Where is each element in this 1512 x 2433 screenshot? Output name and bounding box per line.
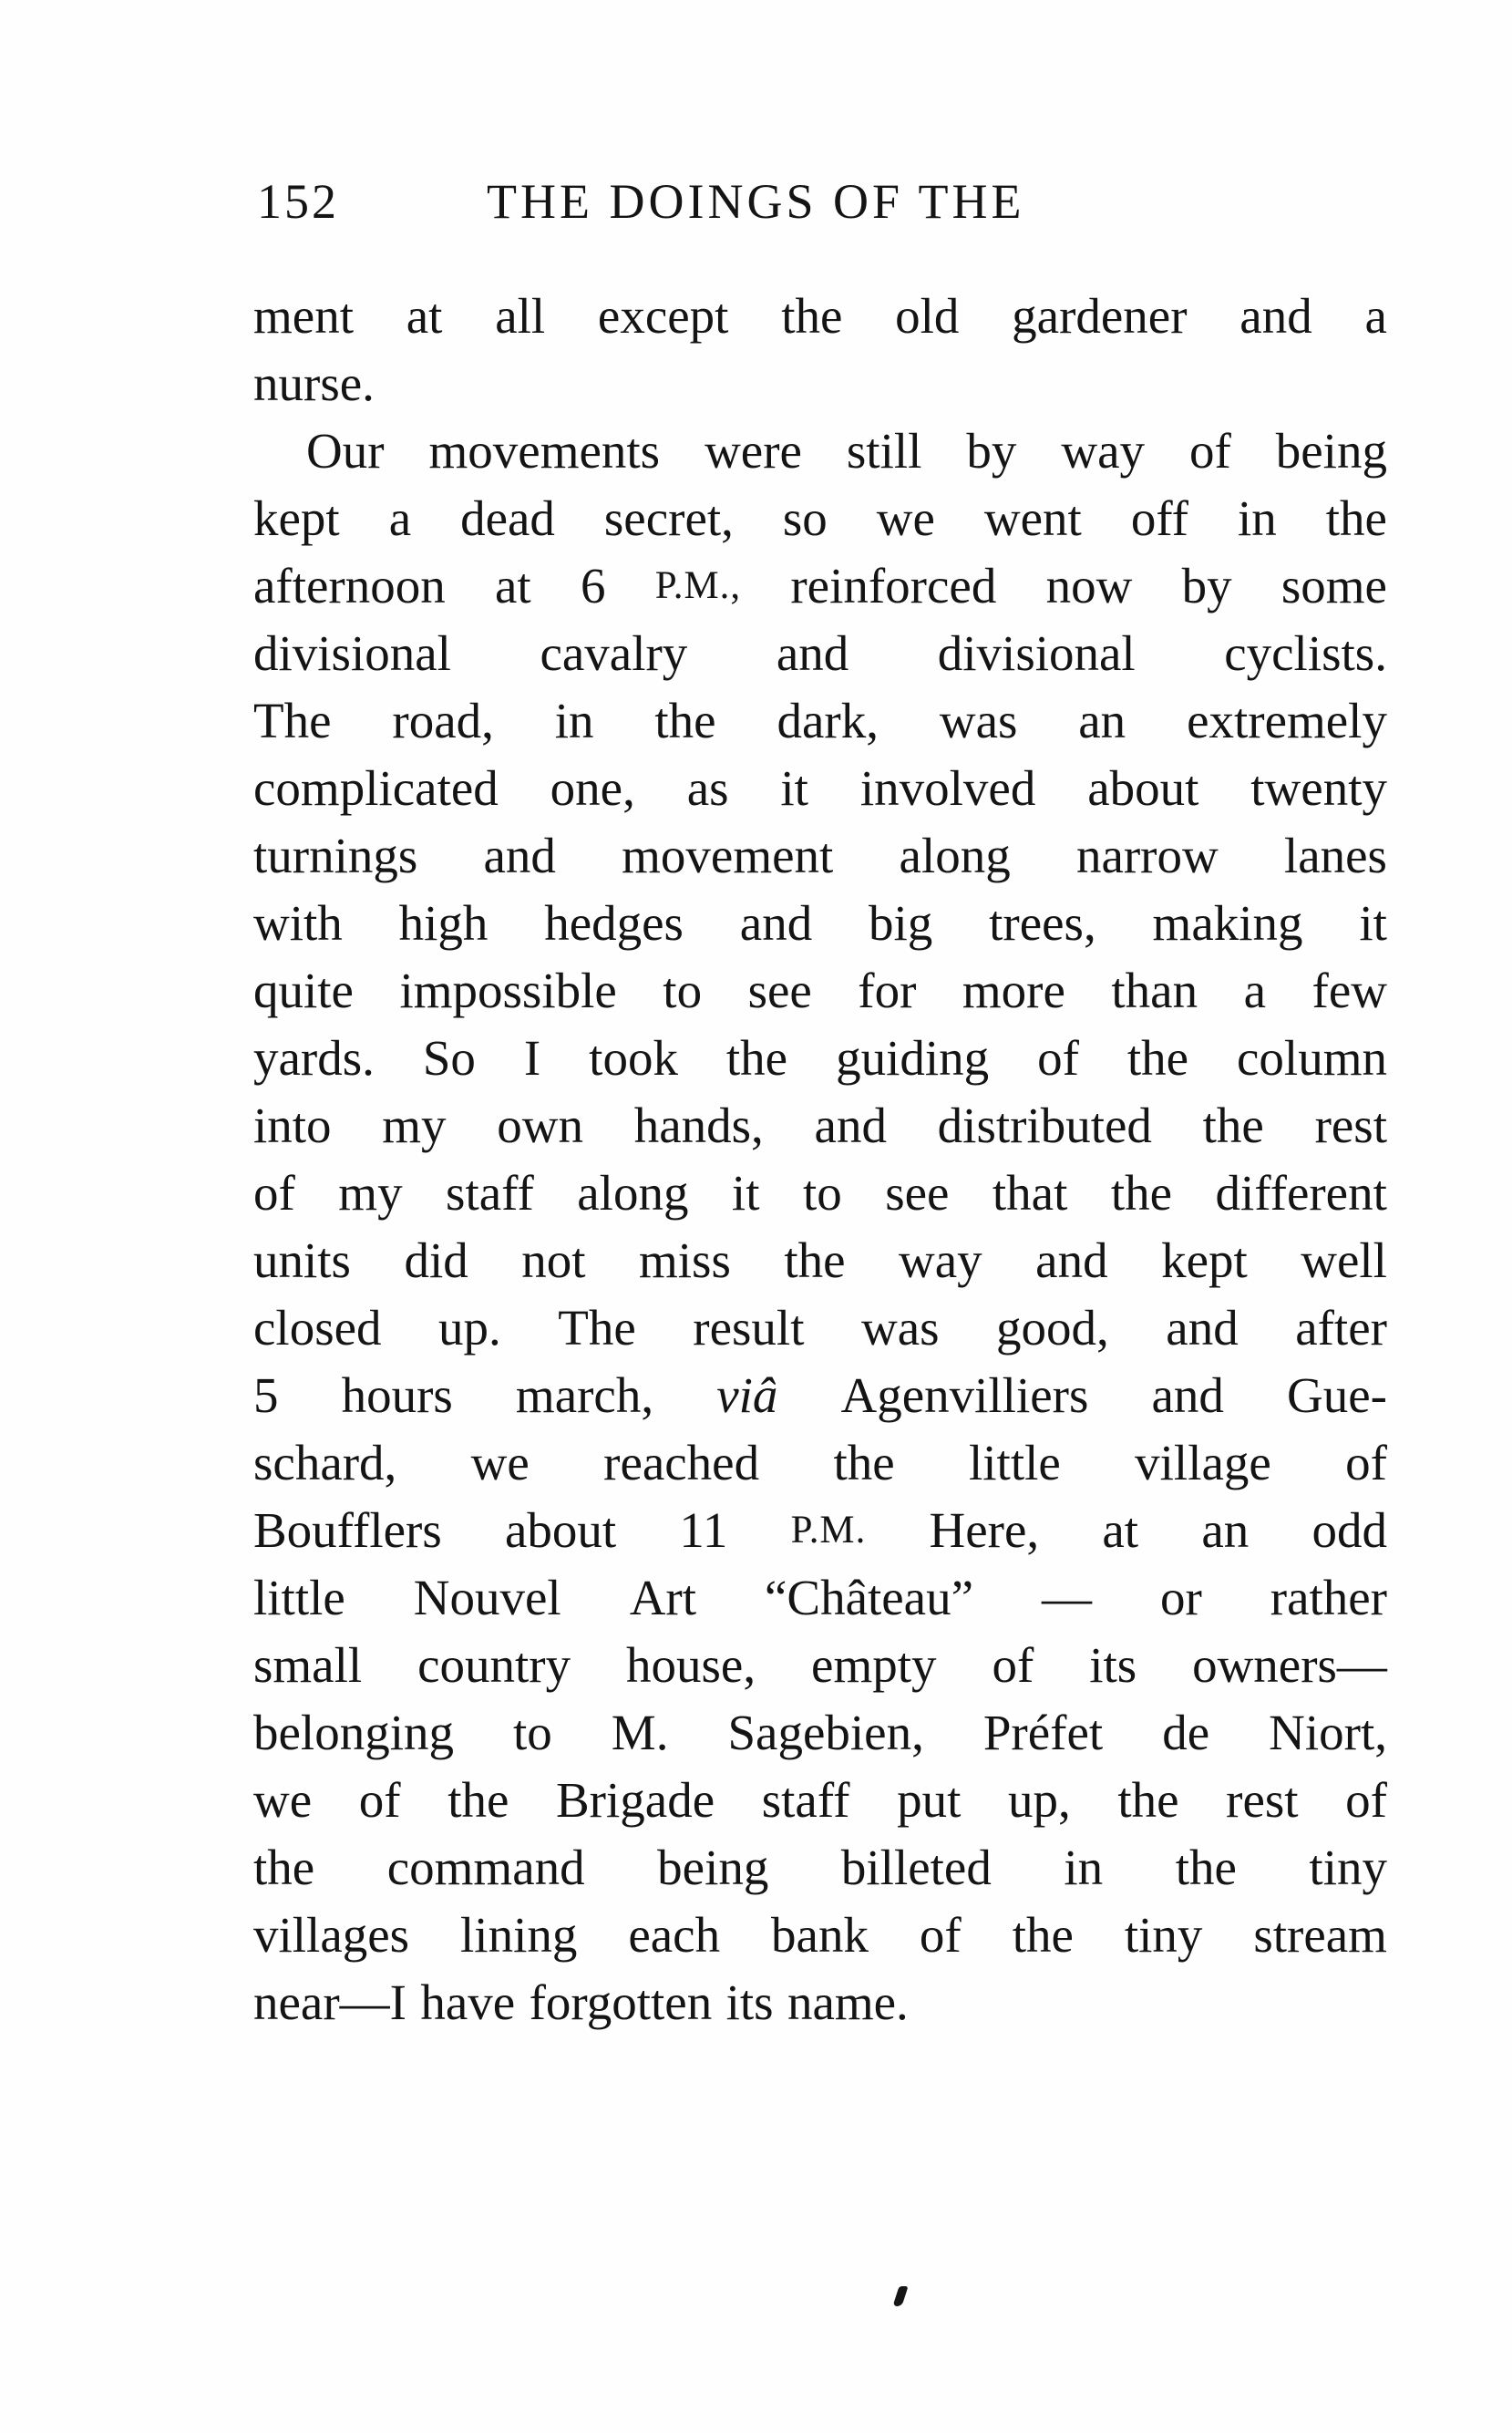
word: house,: [626, 1637, 756, 1693]
word: the: [781, 288, 843, 344]
word: for: [858, 963, 917, 1018]
word: some: [1281, 558, 1387, 613]
word: that: [992, 1165, 1068, 1221]
word: billeted: [840, 1840, 992, 1895]
word: and: [1151, 1367, 1224, 1423]
word: name.: [787, 1974, 909, 2030]
word: we: [470, 1435, 530, 1490]
word: of: [1188, 423, 1231, 479]
word: at: [495, 558, 531, 613]
word: high: [398, 895, 489, 951]
text-line: [253, 890, 1387, 957]
word: extremely: [1187, 693, 1387, 748]
word: off: [1130, 490, 1188, 546]
word: being: [657, 1840, 769, 1895]
word: schard,: [253, 1435, 397, 1490]
text-line: [253, 1969, 1387, 2036]
word: by: [966, 423, 1017, 479]
text-line: [253, 485, 1387, 552]
word: lanes: [1283, 828, 1387, 883]
word: the: [725, 1030, 788, 1086]
text-line: [253, 1429, 1387, 1497]
word: Gue-: [1286, 1367, 1387, 1423]
word: with: [253, 895, 343, 951]
word: M.: [611, 1705, 669, 1760]
word: in: [554, 693, 594, 748]
word: cavalry: [540, 625, 688, 681]
word: to: [513, 1705, 552, 1760]
word: all: [495, 288, 546, 344]
word: making: [1152, 895, 1303, 951]
word: village: [1135, 1435, 1271, 1490]
word: the: [784, 1232, 846, 1288]
word: divisional: [253, 625, 451, 681]
word: empty: [811, 1637, 937, 1693]
word: of: [253, 1165, 295, 1221]
word: Nouvel: [413, 1570, 561, 1625]
body-text: [253, 283, 1387, 2036]
word: rest: [1314, 1098, 1387, 1153]
word: at: [1102, 1502, 1139, 1558]
word: a: [1243, 963, 1267, 1018]
word: as: [686, 760, 729, 816]
page-header: [248, 173, 1396, 237]
word: 5: [253, 1367, 279, 1423]
text-line: [253, 1227, 1387, 1294]
word: closed: [253, 1300, 382, 1356]
word: the: [1202, 1098, 1264, 1153]
word: tiny: [1309, 1840, 1387, 1895]
word: divisional: [937, 625, 1136, 681]
word: command: [386, 1840, 585, 1895]
word: owners—: [1192, 1637, 1387, 1693]
word: the: [1126, 1030, 1189, 1086]
word: own: [497, 1098, 584, 1153]
word: impossible: [399, 963, 617, 1018]
word: of: [919, 1907, 962, 1963]
word: the: [833, 1435, 895, 1490]
word: a: [388, 490, 412, 546]
word: Art: [629, 1570, 697, 1625]
word: hedges: [544, 895, 684, 951]
word: Niort,: [1269, 1705, 1387, 1760]
word: hands,: [633, 1098, 764, 1153]
word: into: [253, 1098, 332, 1153]
word: stream: [1253, 1907, 1387, 1963]
text-line: [253, 283, 1387, 350]
word: yards.: [253, 1030, 375, 1086]
word: did: [404, 1232, 468, 1288]
word: dead: [460, 490, 555, 546]
word: an: [1201, 1502, 1250, 1558]
word: the: [1175, 1840, 1237, 1895]
word: took: [589, 1030, 678, 1086]
text-line: [253, 1632, 1387, 1699]
page-number: 152: [257, 174, 339, 229]
word: de: [1162, 1705, 1210, 1760]
word: forgotten: [529, 1974, 713, 2030]
text-line: [253, 957, 1387, 1025]
word: reached: [603, 1435, 760, 1490]
word: were: [705, 423, 802, 479]
word: Our: [306, 423, 385, 479]
text-line: [253, 1902, 1387, 1969]
word: trees,: [989, 895, 1096, 951]
word: afternoon: [253, 558, 446, 613]
word: of: [1037, 1030, 1079, 1086]
text-line: [253, 755, 1387, 822]
word: movement: [622, 828, 834, 883]
text-line: [253, 350, 1387, 418]
word: kept: [253, 490, 340, 546]
word: 11: [679, 1502, 728, 1558]
word: up.: [438, 1300, 501, 1356]
text-line: [253, 1160, 1387, 1227]
word: more: [962, 963, 1065, 1018]
word: different: [1215, 1165, 1387, 1221]
word: guiding: [836, 1030, 990, 1086]
word: twenty: [1250, 760, 1387, 816]
word: The: [558, 1300, 636, 1356]
running-head: THE DOINGS OF THE: [487, 174, 1025, 229]
word: Préfet: [982, 1705, 1104, 1760]
word: good,: [996, 1300, 1109, 1356]
word: movements: [428, 423, 661, 479]
word: Brigade: [556, 1772, 715, 1828]
text-line: [253, 1564, 1387, 1632]
text-line: [253, 1362, 1387, 1429]
word: result: [693, 1300, 805, 1356]
printer-mark: [892, 2286, 908, 2306]
word: way: [1061, 423, 1145, 479]
word: not: [521, 1232, 586, 1288]
word: and: [483, 828, 556, 883]
word: units: [253, 1232, 351, 1288]
word: an: [1078, 693, 1126, 748]
word: reinforced: [790, 558, 997, 613]
word: or: [1159, 1570, 1202, 1625]
word: its: [1089, 1637, 1137, 1693]
text-line: [253, 687, 1387, 755]
word: staff: [446, 1165, 534, 1221]
word: rather: [1270, 1570, 1387, 1625]
word: little: [253, 1570, 345, 1625]
word: put: [897, 1772, 962, 1828]
word: complicated: [253, 760, 499, 816]
word: one,: [550, 760, 635, 816]
text-line: [253, 1699, 1387, 1767]
word: than: [1111, 963, 1198, 1018]
word: of: [1345, 1772, 1387, 1828]
word: and: [776, 625, 849, 681]
word: miss: [638, 1232, 731, 1288]
word: ment: [253, 288, 354, 344]
word: its: [725, 1974, 774, 2030]
word: viâ: [716, 1367, 778, 1423]
word: the: [253, 1840, 315, 1895]
word: to: [663, 963, 703, 1018]
word: big: [869, 895, 933, 951]
text-line: [253, 620, 1387, 687]
word: well: [1301, 1232, 1387, 1288]
word: narrow: [1075, 828, 1219, 883]
word: the: [447, 1772, 509, 1828]
word: bank: [771, 1907, 869, 1963]
word: column: [1237, 1030, 1387, 1086]
word: to: [802, 1165, 842, 1221]
word: was: [860, 1300, 940, 1356]
word: of: [992, 1637, 1034, 1693]
word: the: [1325, 490, 1387, 546]
word: about: [1087, 760, 1199, 816]
word: the: [1110, 1165, 1173, 1221]
word: along: [899, 828, 1011, 883]
word: went: [983, 490, 1082, 546]
text-line: [253, 552, 1387, 620]
word: dark,: [777, 693, 879, 748]
word: nurse.: [253, 356, 375, 411]
word: Agenvilliers: [840, 1367, 1089, 1423]
word: “Château”: [764, 1570, 974, 1625]
word: it: [731, 1165, 760, 1221]
word: villages: [253, 1907, 410, 1963]
word: still: [846, 423, 922, 479]
word: turnings: [253, 828, 418, 883]
word: and: [1239, 288, 1312, 344]
word: belonging: [253, 1705, 454, 1760]
word: of: [358, 1772, 401, 1828]
word: a: [1364, 288, 1387, 344]
word: P.M.: [790, 1509, 867, 1552]
word: kept: [1161, 1232, 1248, 1288]
word: up,: [1007, 1772, 1071, 1828]
word: involved: [859, 760, 1036, 816]
word: secret,: [603, 490, 734, 546]
word: march,: [515, 1367, 654, 1423]
word: was: [939, 693, 1018, 748]
word: P.M.,: [654, 564, 742, 607]
word: and: [1035, 1232, 1108, 1288]
word: my: [382, 1098, 447, 1153]
text-line: [253, 418, 1387, 485]
word: Boufflers: [253, 1502, 442, 1558]
word: except: [597, 288, 729, 344]
word: have: [420, 1974, 516, 2030]
word: the: [1117, 1772, 1179, 1828]
word: I: [523, 1030, 541, 1086]
word: now: [1045, 558, 1133, 613]
text-line: [253, 1834, 1387, 1902]
word: about: [504, 1502, 617, 1558]
word: distributed: [937, 1098, 1152, 1153]
word: the: [654, 693, 716, 748]
word: staff: [761, 1772, 850, 1828]
word: of: [1345, 1435, 1387, 1490]
word: being: [1275, 423, 1387, 479]
word: Sagebien,: [727, 1705, 924, 1760]
text-line: [253, 1092, 1387, 1160]
word: small: [253, 1637, 363, 1693]
word: and: [1166, 1300, 1239, 1356]
word: my: [338, 1165, 403, 1221]
word: few: [1311, 963, 1387, 1018]
word: gardener: [1012, 288, 1188, 344]
word: it: [1359, 895, 1387, 951]
word: road,: [392, 693, 494, 748]
word: at: [406, 288, 443, 344]
word: so: [782, 490, 828, 546]
word: each: [628, 1907, 721, 1963]
text-line: [253, 1025, 1387, 1092]
word: rest: [1226, 1772, 1299, 1828]
word: Here,: [929, 1502, 1040, 1558]
text-line: [253, 822, 1387, 890]
text-line: [253, 1294, 1387, 1362]
word: way: [899, 1232, 982, 1288]
word: we: [876, 490, 935, 546]
word: odd: [1311, 1502, 1387, 1558]
word: along: [577, 1165, 689, 1221]
word: old: [895, 288, 960, 344]
word: country: [417, 1637, 571, 1693]
text-line: [253, 1767, 1387, 1834]
word: see: [747, 963, 812, 1018]
word: lining: [460, 1907, 578, 1963]
word: the: [1012, 1907, 1074, 1963]
word: in: [1237, 490, 1277, 546]
word: see: [885, 1165, 950, 1221]
word: after: [1295, 1300, 1387, 1356]
word: quite: [253, 963, 354, 1018]
word: 6: [580, 558, 606, 613]
word: —: [1041, 1570, 1092, 1625]
word: it: [780, 760, 808, 816]
word: hours: [341, 1367, 453, 1423]
word: in: [1064, 1840, 1104, 1895]
word: So: [422, 1030, 476, 1086]
word: by: [1181, 558, 1232, 613]
word: tiny: [1124, 1907, 1203, 1963]
word: The: [253, 693, 332, 748]
word: we: [253, 1772, 313, 1828]
text-line: [253, 1497, 1387, 1564]
word: and: [739, 895, 813, 951]
word: little: [968, 1435, 1061, 1490]
word: and: [814, 1098, 887, 1153]
word: near—I: [253, 1974, 406, 2030]
word: cyclists.: [1224, 625, 1387, 681]
